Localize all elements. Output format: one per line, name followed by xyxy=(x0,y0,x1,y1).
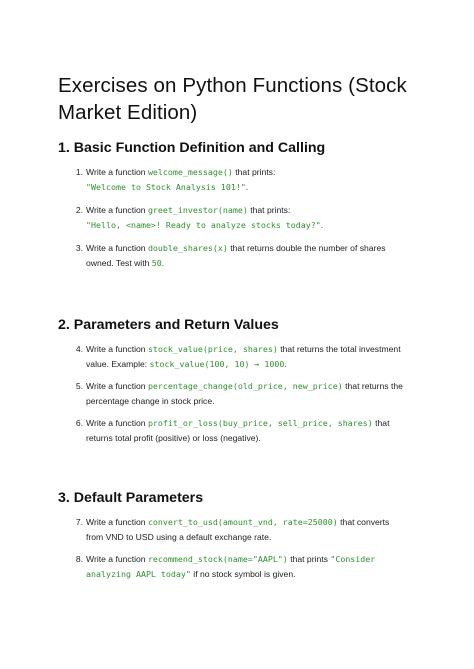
text-segment: Write a function xyxy=(86,344,148,354)
exercise-line xyxy=(86,431,416,446)
text-segment: . xyxy=(320,220,324,230)
text-segment: that xyxy=(372,418,390,428)
text-segment: Write a function xyxy=(86,243,148,253)
text-segment: . xyxy=(161,258,165,268)
exercise-line xyxy=(86,530,416,545)
exercise-line xyxy=(86,416,416,431)
text-segment: Write a function xyxy=(86,418,148,428)
code-snippet: stock_value(100, 10) → 1000 xyxy=(149,359,285,369)
code-snippet: convert_to_usd(amount_vnd, rate=25000) xyxy=(147,517,338,527)
text-segment: Write a function xyxy=(86,205,148,215)
exercise-number: 6. xyxy=(75,418,83,428)
text-segment: owned. Test with xyxy=(86,258,152,268)
exercise-line xyxy=(86,379,416,394)
exercise-line xyxy=(86,552,416,567)
exercise-text xyxy=(86,342,416,372)
exercise-text xyxy=(86,203,416,233)
exercise-number: 7. xyxy=(75,517,83,527)
code-snippet: greet_investor(name) xyxy=(147,205,248,215)
text-segment: Write a function xyxy=(86,554,148,564)
text-segment: . xyxy=(284,359,287,369)
exercise-line xyxy=(86,515,416,530)
exercise-text xyxy=(86,241,416,271)
exercise-text xyxy=(86,165,416,195)
code-snippet: profit_or_loss(buy_price, sell_price, shares) xyxy=(147,418,373,428)
text-segment: percentage change in stock price. xyxy=(86,396,215,406)
code-snippet: percentage_change(old_price, new_price) xyxy=(147,381,343,391)
exercise-line xyxy=(86,218,416,233)
exercise-line xyxy=(86,180,416,195)
text-segment: value. Example: xyxy=(86,359,150,369)
exercise-line xyxy=(86,394,416,409)
code-snippet: double_shares(x) xyxy=(147,243,228,253)
text-segment: if no stock symbol is given. xyxy=(190,569,296,579)
exercise-text xyxy=(86,552,416,582)
text-segment: that prints xyxy=(287,554,331,564)
exercise-text xyxy=(86,515,416,545)
exercise-line xyxy=(86,342,416,357)
code-snippet: analyzing AAPL today" xyxy=(86,569,191,579)
code-snippet: "Welcome to Stock Analysis 101!" xyxy=(86,182,246,192)
exercise-number: 1. xyxy=(75,167,83,177)
exercise-text xyxy=(86,379,416,409)
text-segment: returns total profit (positive) or loss (negative). xyxy=(86,433,261,443)
text-segment: that returns the total investment xyxy=(277,344,401,354)
text-segment: that returns double the number of shares xyxy=(227,243,386,253)
code-snippet: recommend_stock(name="AAPL") xyxy=(147,554,288,564)
exercise-line xyxy=(86,357,416,372)
exercise-number: 5. xyxy=(75,381,83,391)
exercise-line xyxy=(86,165,416,180)
exercise-number: 2. xyxy=(75,205,83,215)
code-snippet: "Consider xyxy=(330,554,376,564)
exercise-line xyxy=(86,203,416,218)
text-segment: Write a function xyxy=(86,167,148,177)
text-segment: Write a function xyxy=(86,381,148,391)
text-segment: that prints: xyxy=(232,167,276,177)
section-heading-parameters: 2. Parameters and Return Values xyxy=(58,317,279,333)
code-snippet: welcome_message() xyxy=(147,167,233,177)
section-heading-default-parameters: 3. Default Parameters xyxy=(58,490,204,506)
code-snippet: "Hello, <name>! Ready to analyze stocks today?" xyxy=(86,220,321,230)
text-segment: Write a function xyxy=(86,517,148,527)
exercise-line xyxy=(86,241,416,256)
text-segment: . xyxy=(245,182,249,192)
exercise-text xyxy=(86,416,416,446)
exercise-line xyxy=(86,567,416,582)
exercise-number: 8. xyxy=(75,554,83,564)
text-segment: that converts xyxy=(337,517,390,527)
text-segment: that prints: xyxy=(247,205,291,215)
text-segment: from VND to USD using a default exchange rate. xyxy=(86,532,272,542)
exercise-number: 3. xyxy=(75,243,83,253)
text-segment: that returns the xyxy=(342,381,403,391)
code-snippet: 50 xyxy=(151,258,162,268)
code-snippet: stock_value(price, shares) xyxy=(147,344,278,354)
section-heading-basic-functions: 1. Basic Function Definition and Calling xyxy=(58,140,326,156)
exercise-number: 4. xyxy=(75,344,83,354)
page-title: Exercises on Python Functions (Stock Market Edition) xyxy=(58,74,407,124)
exercise-line xyxy=(86,256,416,271)
